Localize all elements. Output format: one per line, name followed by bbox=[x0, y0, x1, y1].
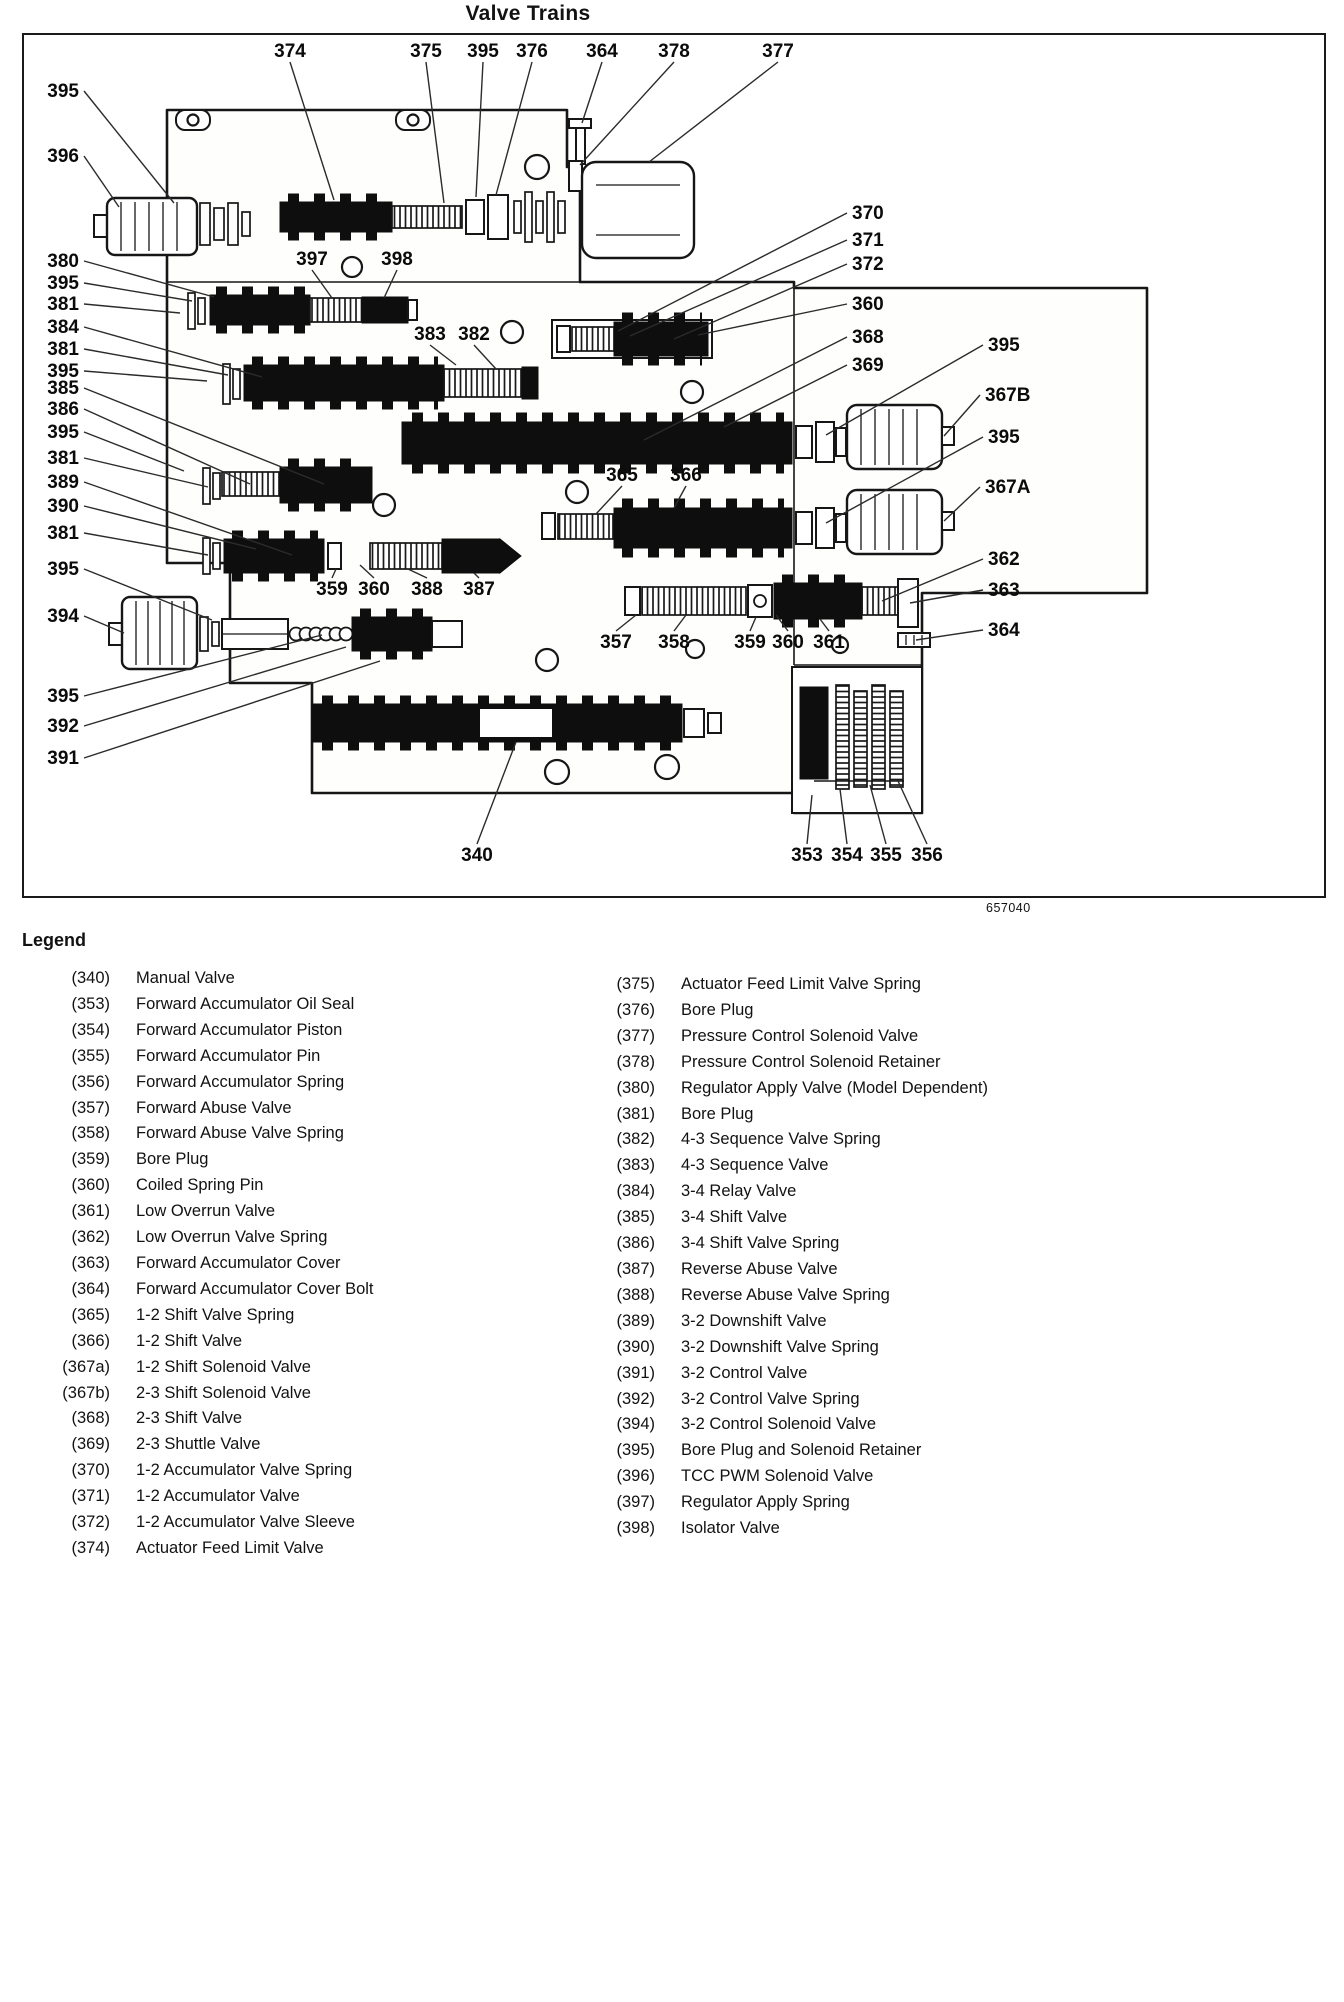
bolt-hole bbox=[342, 257, 362, 277]
callout-label: 388 bbox=[411, 579, 443, 600]
legend-item-label: 1-2 Shift Valve Spring bbox=[136, 1305, 295, 1324]
legend-item-label: Pressure Control Solenoid Valve bbox=[681, 1026, 919, 1045]
callout-label: 395 bbox=[47, 81, 79, 102]
valve-spool bbox=[442, 539, 500, 573]
valve-spool bbox=[352, 617, 432, 651]
legend-item-label: Actuator Feed Limit Valve Spring bbox=[681, 975, 921, 993]
callout-leader-line bbox=[84, 91, 174, 203]
bore-plug bbox=[466, 200, 484, 234]
legend-item-number: (356) bbox=[71, 1072, 110, 1091]
legend-item bbox=[575, 1127, 988, 1153]
callout-label: 369 bbox=[852, 355, 884, 376]
legend-item-number: (369) bbox=[71, 1435, 110, 1454]
callout-label: 357 bbox=[600, 632, 632, 653]
legend-item-label: Low Overrun Valve bbox=[136, 1202, 276, 1221]
callout-label: 396 bbox=[47, 146, 79, 167]
valve-spool bbox=[614, 322, 708, 356]
callout-label: 395 bbox=[467, 41, 499, 62]
callout-label: 382 bbox=[458, 324, 490, 345]
legend-item-number: (394) bbox=[616, 1415, 655, 1434]
legend-item-label: 3-2 Control Solenoid Valve bbox=[681, 1415, 877, 1434]
callout-label: 361 bbox=[813, 632, 845, 653]
callout-label: 381 bbox=[47, 448, 79, 469]
legend-item-number: (360) bbox=[71, 1176, 110, 1195]
solenoid-connector bbox=[109, 623, 122, 645]
shift-solenoid-367b bbox=[847, 405, 954, 469]
callout-label: 398 bbox=[381, 249, 413, 270]
legend-item bbox=[30, 1303, 575, 1329]
legend-item bbox=[30, 1381, 575, 1407]
legend-item-label: Forward Abuse Valve Spring bbox=[136, 1124, 344, 1143]
legend-item bbox=[30, 1173, 575, 1199]
legend-item-label: Pressure Control Solenoid Retainer bbox=[681, 1052, 941, 1071]
legend-item-number: (395) bbox=[616, 1441, 655, 1460]
bore-plug bbox=[328, 543, 341, 569]
callout-label: 394 bbox=[47, 606, 79, 627]
accumulator-spring bbox=[854, 691, 867, 787]
legend bbox=[30, 966, 988, 1562]
legend-item-label: 2-3 Shift Solenoid Valve bbox=[136, 1383, 311, 1402]
callout-label: 340 bbox=[461, 845, 493, 866]
solenoid-connector bbox=[94, 215, 107, 237]
legend-item-number: (389) bbox=[616, 1311, 655, 1330]
legend-item-label: Forward Accumulator Oil Seal bbox=[136, 994, 355, 1013]
legend-item bbox=[575, 1153, 988, 1179]
legend-item-number: (378) bbox=[616, 1052, 655, 1071]
legend-item-number: (358) bbox=[71, 1124, 110, 1143]
valve-spool bbox=[614, 508, 792, 548]
bore-plug bbox=[228, 203, 238, 245]
legend-item-label: Isolator Valve bbox=[681, 1519, 780, 1538]
legend-item-label: Bore Plug bbox=[681, 1104, 754, 1123]
legend-item-label: 1-2 Accumulator Valve Spring bbox=[136, 1461, 353, 1480]
valve-spring bbox=[310, 298, 362, 322]
legend-item bbox=[575, 1024, 988, 1050]
bore-plug bbox=[542, 513, 555, 539]
legend-item-label: Forward Accumulator Cover Bolt bbox=[136, 1279, 374, 1298]
callout-label: 391 bbox=[47, 748, 79, 769]
callout-label: 360 bbox=[772, 632, 804, 653]
callout-label: 395 bbox=[47, 422, 79, 443]
bore-plug bbox=[625, 587, 640, 615]
legend-item-number: (377) bbox=[616, 1026, 655, 1045]
bolt-hole bbox=[188, 115, 199, 126]
bolt-hole bbox=[408, 115, 419, 126]
legend-item-number: (370) bbox=[71, 1461, 110, 1480]
legend-item-number: (353) bbox=[71, 994, 110, 1013]
bolt-hole bbox=[501, 321, 523, 343]
callout-label: 363 bbox=[988, 580, 1020, 601]
legend-item bbox=[575, 1490, 988, 1516]
callout-label: 395 bbox=[47, 361, 79, 382]
callout-label: 397 bbox=[296, 249, 328, 270]
callout-label: 366 bbox=[670, 465, 702, 486]
valve-spring bbox=[558, 514, 613, 539]
legend-item bbox=[575, 1257, 988, 1283]
accumulator-spring bbox=[836, 685, 849, 789]
valve-spool bbox=[280, 202, 392, 232]
callout-label: 358 bbox=[658, 632, 690, 653]
valve-spool bbox=[210, 295, 310, 325]
legend-item bbox=[30, 1484, 575, 1510]
bolt-hole bbox=[525, 155, 549, 179]
legend-item-number: (355) bbox=[71, 1046, 110, 1065]
valve-spool bbox=[244, 365, 444, 401]
legend-item bbox=[30, 1458, 575, 1484]
valve-spring bbox=[642, 587, 746, 615]
legend-item-number: (361) bbox=[71, 1202, 110, 1221]
legend-item bbox=[30, 1251, 575, 1277]
legend-item bbox=[575, 1205, 988, 1231]
legend-item-number: (374) bbox=[71, 1538, 110, 1557]
legend-item-label: Coiled Spring Pin bbox=[136, 1176, 264, 1195]
legend-item-number: (385) bbox=[616, 1208, 655, 1227]
legend-item bbox=[30, 1277, 575, 1303]
legend-item-label: 3-2 Control Valve Spring bbox=[681, 1389, 860, 1408]
callout-leader-line bbox=[580, 62, 674, 165]
legend-item bbox=[575, 1102, 988, 1128]
legend-item bbox=[575, 1438, 988, 1464]
valve-body-diagram bbox=[24, 35, 1324, 896]
legend-item bbox=[30, 1121, 575, 1147]
callout-label: 371 bbox=[852, 230, 884, 251]
legend-item-number: (396) bbox=[616, 1467, 655, 1486]
callout-leader-line bbox=[582, 62, 602, 123]
legend-item-label: Bore Plug bbox=[681, 1000, 754, 1019]
legend-item-label: Manual Valve bbox=[136, 969, 235, 987]
legend-item-label: Actuator Feed Limit Valve bbox=[136, 1538, 324, 1557]
callout-label: 395 bbox=[47, 559, 79, 580]
solenoid-retainer bbox=[816, 508, 834, 548]
callout-label: 368 bbox=[852, 327, 884, 348]
callout-label: 381 bbox=[47, 339, 79, 360]
legend-item-number: (398) bbox=[616, 1519, 655, 1538]
legend-item bbox=[30, 1096, 575, 1122]
legend-item-label: 1-2 Shift Solenoid Valve bbox=[136, 1357, 311, 1376]
legend-item-label: 2-3 Shift Valve bbox=[136, 1409, 243, 1428]
accumulator-spring bbox=[872, 685, 885, 789]
legend-item-number: (380) bbox=[616, 1078, 655, 1097]
legend-item-label: 2-3 Shuttle Valve bbox=[136, 1435, 261, 1454]
valve-spring bbox=[392, 206, 462, 228]
legend-item bbox=[575, 1050, 988, 1076]
callout-label: 395 bbox=[47, 273, 79, 294]
legend-item-number: (376) bbox=[616, 1000, 655, 1019]
legend-item-label: Forward Accumulator Pin bbox=[136, 1046, 321, 1065]
callout-leader-line bbox=[84, 304, 180, 313]
callout-label: 381 bbox=[47, 294, 79, 315]
legend-item-number: (367b) bbox=[62, 1383, 110, 1402]
legend-item bbox=[575, 1361, 988, 1387]
legend-item bbox=[575, 1283, 988, 1309]
callout-label: 395 bbox=[988, 335, 1020, 356]
legend-item-label: 4-3 Sequence Valve bbox=[681, 1156, 829, 1175]
callout-label: 384 bbox=[47, 317, 79, 338]
legend-item-number: (363) bbox=[71, 1253, 110, 1272]
legend-item-label: 1-2 Shift Valve bbox=[136, 1331, 243, 1350]
legend-item-number: (365) bbox=[71, 1305, 110, 1324]
bolt-hole bbox=[655, 755, 679, 779]
manual-valve-train bbox=[312, 700, 721, 746]
callout-label: 365 bbox=[606, 465, 638, 486]
legend-item-number: (359) bbox=[71, 1150, 110, 1169]
legend-item-label: TCC PWM Solenoid Valve bbox=[681, 1467, 874, 1486]
spring-coil bbox=[340, 628, 353, 641]
callout-label: 381 bbox=[47, 523, 79, 544]
legend-item-number: (340) bbox=[71, 969, 110, 987]
legend-item-label: 3-4 Shift Valve Spring bbox=[681, 1234, 840, 1253]
legend-item bbox=[575, 972, 988, 998]
callout-label: 385 bbox=[47, 378, 79, 399]
diagram-frame bbox=[22, 33, 1326, 898]
callout-label: 392 bbox=[47, 716, 79, 737]
legend-item-number: (367a) bbox=[62, 1357, 110, 1376]
legend-item-number: (364) bbox=[71, 1279, 110, 1298]
bore-plug bbox=[200, 203, 210, 245]
accumulator-spring bbox=[890, 691, 903, 787]
pressure-control-solenoid bbox=[569, 119, 694, 258]
bore-plug bbox=[214, 208, 224, 240]
legend-item-number: (387) bbox=[616, 1259, 655, 1278]
legend-item-number: (386) bbox=[616, 1234, 655, 1253]
callout-label: 374 bbox=[274, 41, 306, 62]
legend-item-label: Reverse Abuse Valve Spring bbox=[681, 1285, 890, 1304]
callout-leader-line bbox=[649, 62, 778, 162]
legend-item-number: (357) bbox=[71, 1098, 110, 1117]
callout-label: 353 bbox=[791, 845, 823, 866]
legend-item-label: Reverse Abuse Valve bbox=[681, 1259, 838, 1278]
legend-item-label: 1-2 Accumulator Valve Sleeve bbox=[136, 1513, 355, 1532]
legend-item-number: (391) bbox=[616, 1363, 655, 1382]
legend-item-number: (375) bbox=[616, 975, 655, 993]
legend-item bbox=[30, 1199, 575, 1225]
legend-item-number: (372) bbox=[71, 1513, 110, 1532]
callout-label: 390 bbox=[47, 496, 79, 517]
legend-item bbox=[575, 1179, 988, 1205]
callout-leader-line bbox=[84, 156, 119, 207]
callout-label: 360 bbox=[358, 579, 390, 600]
legend-item bbox=[575, 1309, 988, 1335]
valve-spring bbox=[370, 543, 442, 569]
legend-item-label: 3-2 Downshift Valve Spring bbox=[681, 1337, 879, 1356]
bolt-hole bbox=[373, 494, 395, 516]
legend-item bbox=[30, 1536, 575, 1562]
callout-label: 395 bbox=[988, 427, 1020, 448]
legend-item-label: Regulator Apply Spring bbox=[681, 1493, 850, 1512]
callout-label: 370 bbox=[852, 203, 884, 224]
cover-bolt-head bbox=[569, 119, 591, 128]
legend-item bbox=[30, 966, 575, 992]
legend-item bbox=[30, 1044, 575, 1070]
solenoid-retainer bbox=[816, 422, 834, 462]
legend-item-label: 3-2 Downshift Valve bbox=[681, 1311, 827, 1330]
cover-bolt-shaft bbox=[576, 128, 585, 164]
callout-label: 360 bbox=[852, 294, 884, 315]
legend-item bbox=[575, 1516, 988, 1542]
callout-label: 377 bbox=[762, 41, 794, 62]
legend-item-number: (366) bbox=[71, 1331, 110, 1350]
bolt-hole bbox=[536, 649, 558, 671]
callout-label: 355 bbox=[870, 845, 902, 866]
callout-label: 367B bbox=[985, 385, 1031, 406]
legend-item bbox=[30, 1406, 575, 1432]
legend-item-number: (368) bbox=[71, 1409, 110, 1428]
legend-item-label: Bore Plug bbox=[136, 1150, 209, 1169]
legend-item-number: (382) bbox=[616, 1130, 655, 1149]
accumulator-piston bbox=[800, 687, 828, 779]
legend-item-number: (381) bbox=[616, 1104, 655, 1123]
callout-label: 380 bbox=[47, 251, 79, 272]
valve-spring bbox=[862, 587, 898, 615]
callout-label: 387 bbox=[463, 579, 495, 600]
legend-item bbox=[30, 1432, 575, 1458]
valve-spool bbox=[402, 422, 792, 464]
bore-plug bbox=[557, 326, 570, 352]
legend-item-number: (354) bbox=[71, 1020, 110, 1039]
legend-item-number: (388) bbox=[616, 1285, 655, 1304]
legend-item bbox=[30, 1225, 575, 1251]
callout-label: 354 bbox=[831, 845, 863, 866]
legend-column-right bbox=[575, 966, 988, 1542]
bore-plug bbox=[796, 512, 812, 544]
legend-item-label: 3-2 Control Valve bbox=[681, 1363, 808, 1382]
bore-plug bbox=[488, 195, 508, 239]
regulator-apply-valve-train bbox=[188, 291, 417, 329]
valve-spool bbox=[774, 583, 862, 619]
accumulator-cover bbox=[898, 579, 918, 627]
legend-item bbox=[30, 1329, 575, 1355]
legend-item-number: (383) bbox=[616, 1156, 655, 1175]
bolt-hole bbox=[566, 481, 588, 503]
bolt-hole bbox=[681, 381, 703, 403]
callout-label: 364 bbox=[586, 41, 618, 62]
legend-item-label: 3-4 Relay Valve bbox=[681, 1182, 797, 1201]
legend-item-number: (397) bbox=[616, 1493, 655, 1512]
legend-item-number: (392) bbox=[616, 1389, 655, 1408]
legend-column-left bbox=[30, 966, 575, 1562]
legend-item bbox=[30, 1355, 575, 1381]
legend-item-label: 3-4 Shift Valve bbox=[681, 1208, 788, 1227]
legend-item bbox=[30, 992, 575, 1018]
callout-label: 359 bbox=[316, 579, 348, 600]
legend-item-label: Forward Accumulator Piston bbox=[136, 1020, 343, 1039]
legend-item bbox=[30, 1070, 575, 1096]
callout-label: 375 bbox=[410, 41, 442, 62]
legend-item bbox=[575, 1387, 988, 1413]
legend-item bbox=[30, 1018, 575, 1044]
legend-item-label: Forward Accumulator Cover bbox=[136, 1253, 341, 1272]
valve-spring bbox=[444, 369, 522, 397]
legend-item-label: 4-3 Sequence Valve Spring bbox=[681, 1130, 881, 1149]
shift-valve-train-23 bbox=[402, 417, 846, 469]
callout-label: 362 bbox=[988, 549, 1020, 570]
legend-item bbox=[575, 1464, 988, 1490]
legend-item-number: (371) bbox=[71, 1487, 110, 1506]
bore-plug bbox=[796, 426, 812, 458]
callout-label: 364 bbox=[988, 620, 1020, 641]
figure-number: 657040 bbox=[986, 901, 1031, 915]
legend-title: Legend bbox=[22, 930, 87, 950]
callout-label: 389 bbox=[47, 472, 79, 493]
legend-item-label: Regulator Apply Valve (Model Dependent) bbox=[681, 1078, 988, 1097]
legend-item bbox=[30, 1510, 575, 1536]
callout-label: 383 bbox=[414, 324, 446, 345]
legend-item bbox=[575, 1335, 988, 1361]
legend-item bbox=[575, 1412, 988, 1438]
callout-label: 356 bbox=[911, 845, 943, 866]
legend-item-label: Low Overrun Valve Spring bbox=[136, 1228, 328, 1247]
callout-label: 378 bbox=[658, 41, 690, 62]
legend-item bbox=[575, 1231, 988, 1257]
legend-item-number: (362) bbox=[71, 1228, 110, 1247]
legend-item bbox=[575, 998, 988, 1024]
legend-item-number: (384) bbox=[616, 1182, 655, 1201]
bolt-hole bbox=[545, 760, 569, 784]
legend-item-label: 1-2 Accumulator Valve bbox=[136, 1487, 300, 1506]
callout-label: 367A bbox=[985, 477, 1031, 498]
legend-item-label: Forward Abuse Valve bbox=[136, 1098, 292, 1117]
callout-label: 376 bbox=[516, 41, 548, 62]
solenoid-retainer bbox=[569, 161, 582, 191]
isolator-valve bbox=[362, 297, 408, 323]
callout-label: 386 bbox=[47, 399, 79, 420]
legend-item-label: Bore Plug and Solenoid Retainer bbox=[681, 1441, 922, 1460]
valve-spring bbox=[572, 327, 614, 351]
legend-item bbox=[575, 1076, 988, 1102]
legend-item bbox=[30, 1147, 575, 1173]
page-title: Valve Trains bbox=[465, 2, 591, 25]
legend-item-label: Forward Accumulator Spring bbox=[136, 1072, 345, 1091]
shift-solenoid-367a bbox=[847, 490, 954, 554]
callout-label: 359 bbox=[734, 632, 766, 653]
bore-plug bbox=[242, 212, 250, 236]
coiled-spring-pin bbox=[754, 595, 766, 607]
legend-item-number: (390) bbox=[616, 1337, 655, 1356]
callout-label: 395 bbox=[47, 686, 79, 707]
callout-label: 372 bbox=[852, 254, 884, 275]
